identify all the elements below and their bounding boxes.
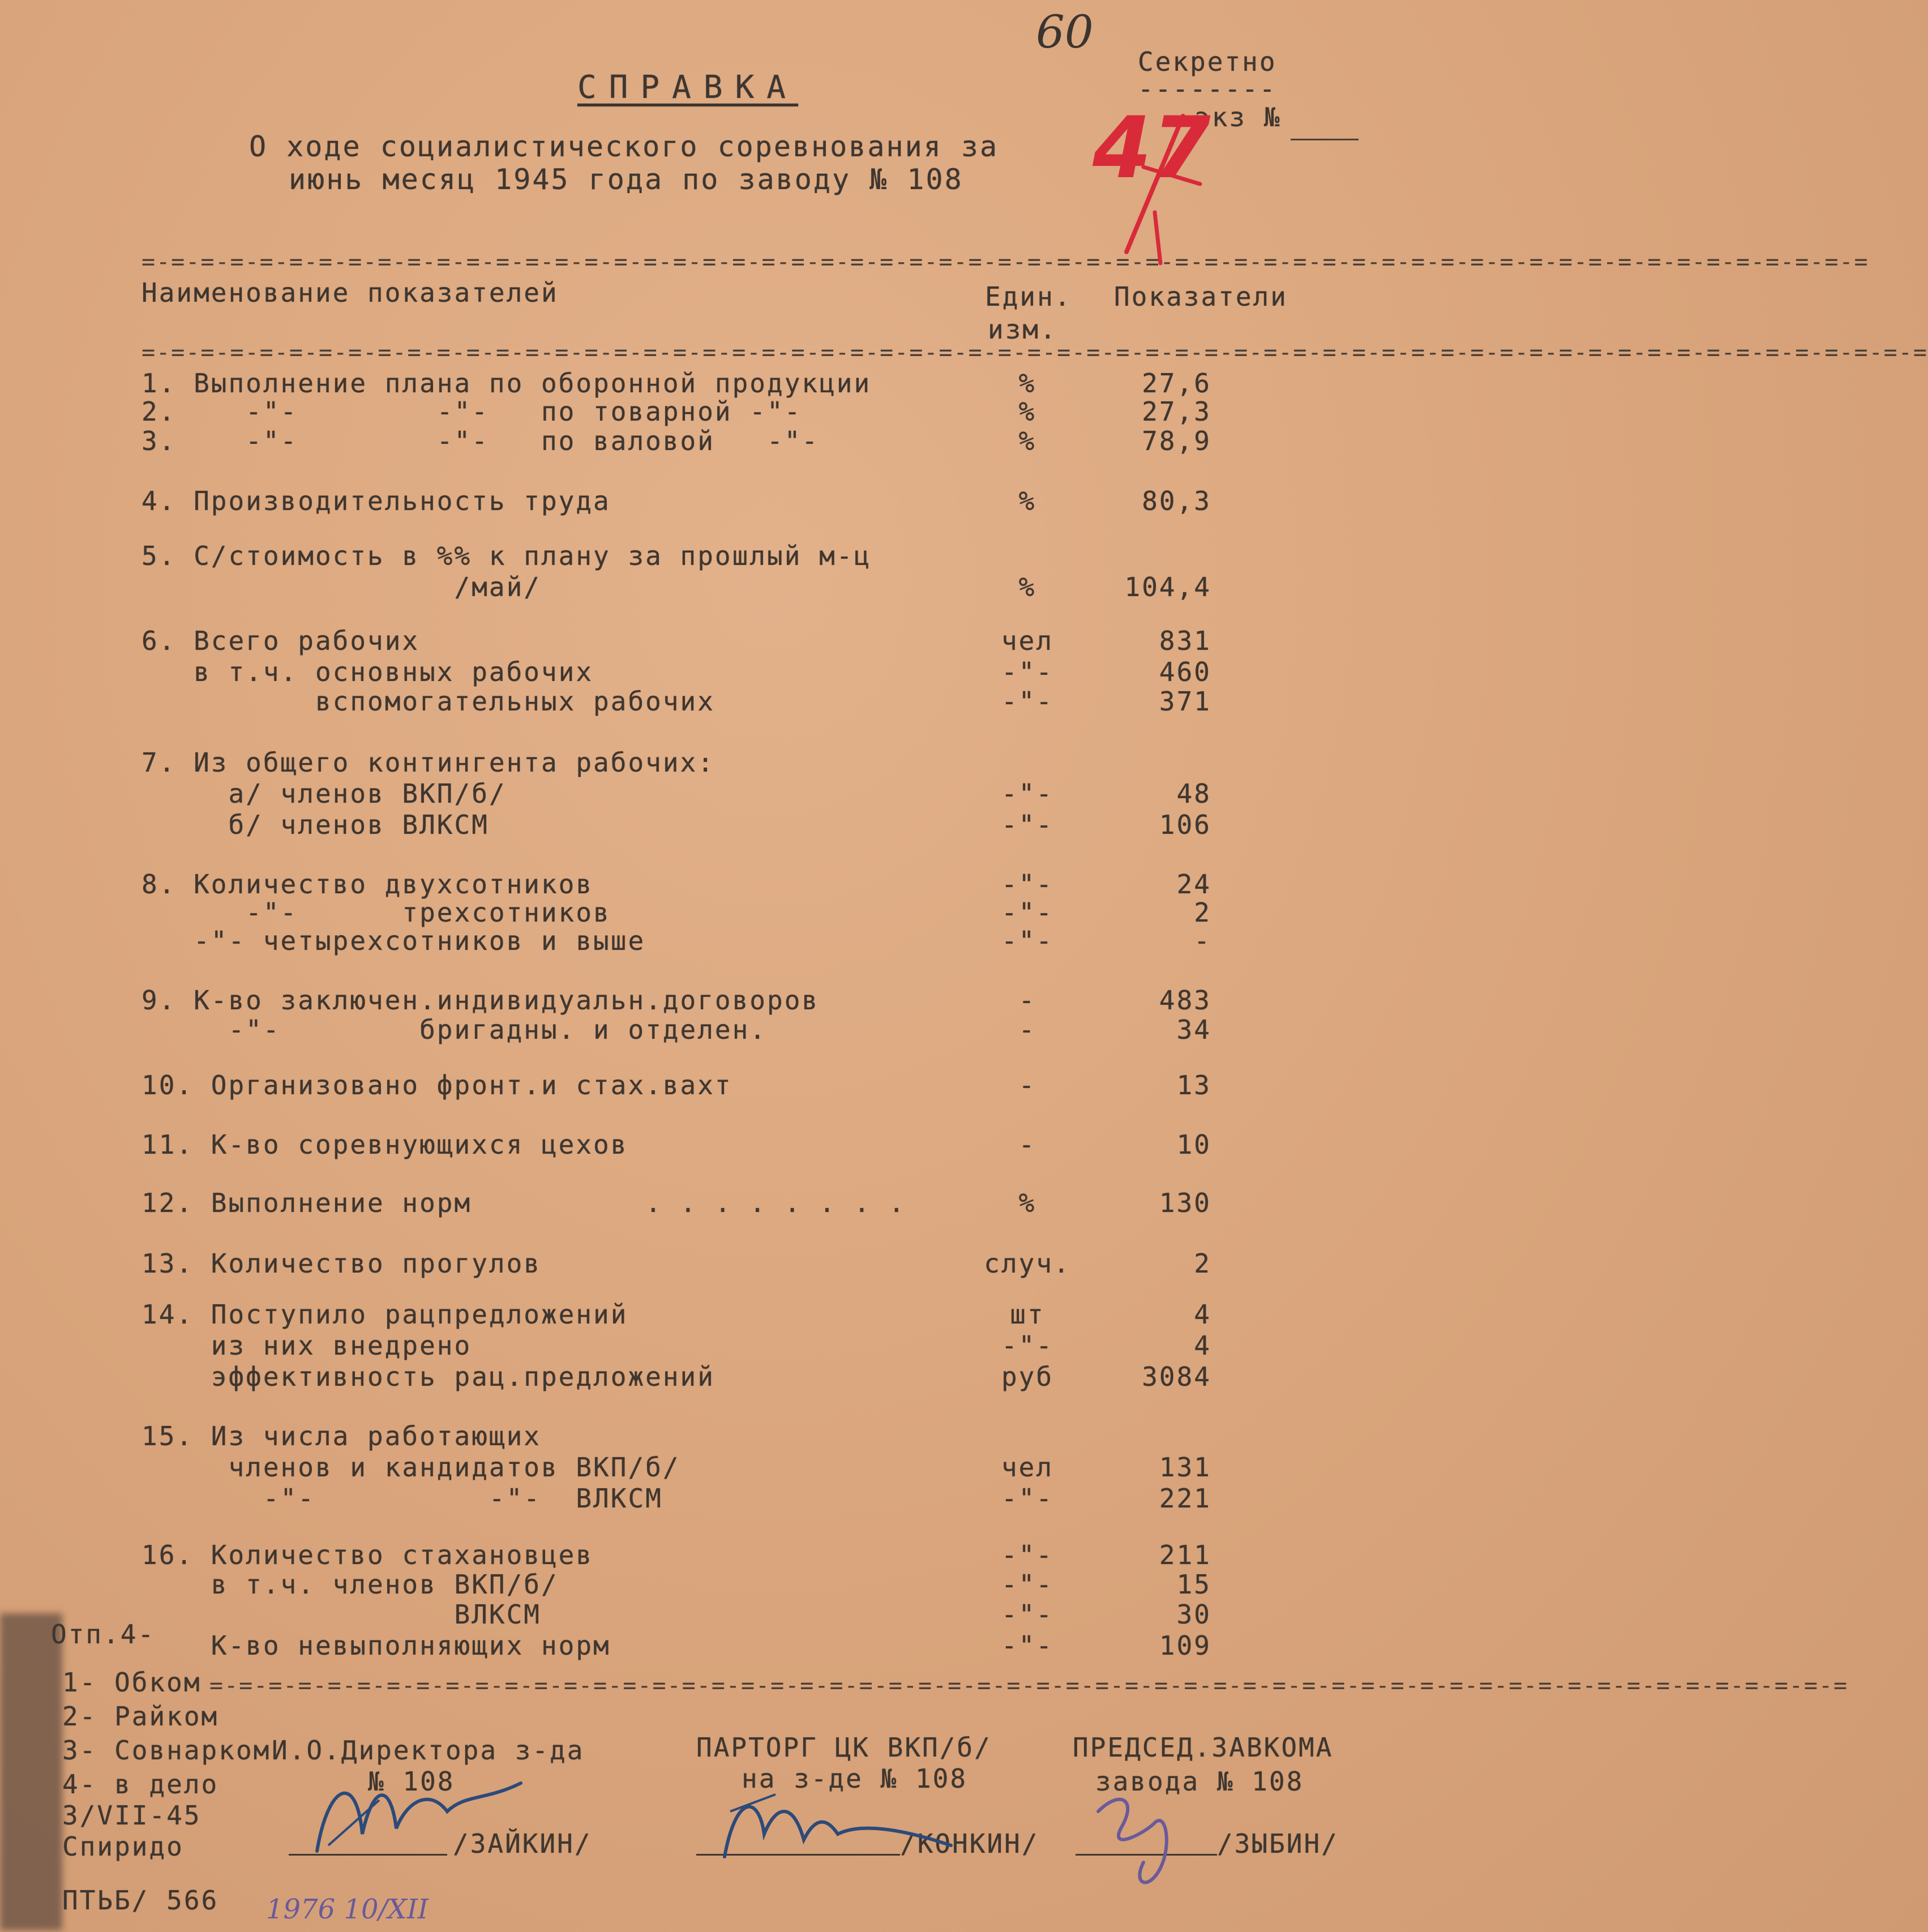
header-unit-line-1: Един. (985, 281, 1072, 312)
director-name: /ЗАЙКИН/ (453, 1828, 592, 1859)
row-label: -"- трехсотников (142, 897, 611, 928)
distribution-item-4: 3/VII-45 (62, 1800, 202, 1831)
red-slash-strokes (1087, 99, 1211, 269)
row-label: 8. Количество двухсотников (142, 869, 594, 899)
row-unit: -"- (1001, 1330, 1054, 1361)
row-label: 4. Производительность труда (142, 486, 611, 516)
row-unit: % (1018, 572, 1036, 602)
row-unit: чел (1001, 626, 1054, 656)
row-unit: -"- (1001, 897, 1054, 928)
row-value: 109 (1159, 1630, 1211, 1661)
row-label: 14. Поступило рацпредложений (142, 1299, 628, 1330)
row-value: 130 (1159, 1188, 1211, 1218)
row-label: 10. Организовано фронт.и стах.вахт (142, 1070, 732, 1100)
row-value: 4 (1194, 1330, 1211, 1361)
row-unit: -"- (1001, 657, 1054, 687)
signature-top-rule: =-=-=-=-=-=-=-=-=-=-=-=-=-=-=-=-=-=-=-=-=-=-=-=-=-=-=-=-=-=-=-=-=-=-=-=-=-=-=-=-=-=-=-=-=-=-=-=-=-=-=-=-=-=-=-= (209, 1673, 1849, 1699)
row-label: в т.ч. членов ВКП/б/ (142, 1569, 559, 1600)
row-label: 7. Из общего контингента рабочих: (142, 747, 715, 778)
row-value: 78,9 (1142, 426, 1211, 456)
row-unit: -"- (1001, 778, 1054, 809)
row-unit: случ. (984, 1248, 1071, 1279)
row-value: 831 (1159, 626, 1211, 656)
row-label: 11. К-во соревнующихся цехов (142, 1129, 628, 1160)
row-unit: - (1018, 985, 1036, 1016)
header-unit-line-2: изм. (988, 314, 1057, 345)
row-unit: % (1018, 1188, 1036, 1218)
distribution-item-3: 4- в дело (62, 1769, 219, 1800)
page-number: 60 (1036, 6, 1094, 58)
row-value: 460 (1159, 657, 1211, 687)
row-label: ВЛКСМ (142, 1599, 541, 1630)
chairman-signature (1076, 1777, 1245, 1902)
row-label: б/ членов ВЛКСМ (142, 809, 489, 840)
row-label: 9. К-во заключен.индивидуальн.договоров (142, 985, 820, 1016)
tape-smudge-left (0, 1613, 62, 1930)
row-unit: - (1018, 1014, 1036, 1045)
row-unit: % (1018, 396, 1036, 427)
row-unit: % (1018, 368, 1036, 399)
row-label: 5. С/стоимость в %% к плану за прошлый м-ц (142, 541, 872, 571)
row-label: 2. -"- -"- по товарной -"- (142, 396, 802, 427)
row-value: 221 (1159, 1483, 1211, 1514)
row-unit: % (1018, 486, 1036, 516)
header-value: Показатели (1114, 281, 1288, 312)
bottom-archive-note: 1976 10/XII (266, 1894, 429, 1925)
row-label: /май/ (142, 572, 541, 602)
row-value: 27,3 (1142, 396, 1211, 427)
distribution-item-5: Спиридо (62, 1831, 184, 1862)
document-title: СПРАВКА (577, 69, 799, 106)
row-unit: -"- (1001, 1569, 1054, 1600)
row-unit: -"- (1001, 926, 1054, 956)
distribution-item-0: 1- Обком (62, 1667, 202, 1698)
red-mark-number: 47 (1092, 99, 1211, 198)
row-value: 2 (1194, 897, 1211, 928)
row-label: 16. Количество стахановцев (142, 1540, 594, 1570)
chairman-title-line-1: ПРЕДСЕД.ЗАВКОМА (1073, 1732, 1334, 1763)
row-unit: -"- (1001, 686, 1054, 717)
row-value: 34 (1176, 1014, 1211, 1045)
row-value: 2 (1194, 1248, 1211, 1279)
partorg-title-line-2: на з-де № 108 (742, 1763, 968, 1794)
row-unit: шт (1010, 1299, 1045, 1330)
row-label: -"- -"- ВЛКСМ (142, 1483, 663, 1514)
row-value: 371 (1159, 686, 1211, 717)
row-value: 106 (1159, 809, 1211, 840)
row-value: 30 (1176, 1599, 1211, 1630)
partorg-name: /КОНКИН/ (900, 1828, 1039, 1859)
subtitle-line-1: О ходе социалистического соревнования за (249, 130, 999, 163)
distribution-item-2: 3- Совнарком (62, 1735, 271, 1766)
distribution-header: Отп.4- (51, 1619, 156, 1650)
row-value: 27,6 (1142, 368, 1211, 399)
classification-underline: -------- (1138, 74, 1277, 104)
row-unit: -"- (1001, 809, 1054, 840)
red-pencil-mark (1087, 99, 1211, 269)
row-value: 15 (1176, 1569, 1211, 1600)
row-label: 6. Всего рабочих (142, 626, 420, 656)
distribution-item-1: 2- Райком (62, 1701, 219, 1732)
row-label: 15. Из числа работающих (142, 1421, 541, 1451)
row-label: вспомогательных рабочих (142, 686, 715, 717)
row-unit: - (1018, 1129, 1036, 1160)
row-value: 131 (1159, 1452, 1211, 1483)
director-title-line-1: И.О.Директора з-да (272, 1735, 585, 1766)
row-label: 1. Выполнение плана по оборонной продукции (142, 368, 872, 399)
row-value: 24 (1176, 869, 1211, 899)
row-label: 12. Выполнение норм . . . . . . . . (142, 1188, 906, 1218)
distribution-item-6: ПТЬБ/ 566 (62, 1885, 219, 1916)
margin-rule (1291, 139, 1359, 140)
table-top-rule: =-=-=-=-=-=-=-=-=-=-=-=-=-=-=-=-=-=-=-=-=-=-=-=-=-=-=-=-=-=-=-=-=-=-=-=-=-=-=-=-=-=-=-=-=-=-=-=-=-=-=-=-=-=-=-=-=-=-= (142, 249, 1869, 275)
classification-label: Секретно (1138, 46, 1277, 77)
row-unit: -"- (1001, 1483, 1054, 1514)
row-label: -"- бригадны. и отделен. (142, 1014, 767, 1045)
row-value: 3084 (1142, 1361, 1211, 1392)
row-value: 13 (1176, 1070, 1211, 1100)
row-label: эффективность рац.предложений (142, 1361, 715, 1392)
chairman-name: /ЗЫБИН/ (1217, 1828, 1339, 1859)
row-label: членов и кандидатов ВКП/б/ (142, 1452, 680, 1483)
copy-number-label: экз № (1194, 102, 1282, 132)
row-label: К-во невыполняющих норм (142, 1630, 611, 1661)
header-name: Наименование показателей (142, 277, 559, 308)
row-label: а/ членов ВКП/б/ (142, 778, 507, 809)
row-unit: -"- (1001, 869, 1054, 899)
row-value: 48 (1176, 778, 1211, 809)
row-value: 211 (1159, 1540, 1211, 1570)
chairman-title-line-2: завода № 108 (1095, 1766, 1304, 1797)
row-label: 13. Количество прогулов (142, 1248, 541, 1279)
partorg-title-line-1: ПАРТОРГ ЦК ВКП/б/ (696, 1732, 992, 1763)
row-value: 483 (1159, 985, 1211, 1016)
row-unit: руб (1001, 1361, 1054, 1392)
row-unit: -"- (1001, 1599, 1054, 1630)
director-signature (294, 1749, 532, 1862)
row-label: в т.ч. основных рабочих (142, 657, 594, 687)
director-title-line-2: № 108 (368, 1766, 455, 1797)
table-header-rule: =-=-=-=-=-=-=-=-=-=-=-=-=-=-=-=-=-=-=-=-=-=-=-=-=-=-=-=-=-=-=-=-=-=-=-=-=-=-=-=-=-=-=-=-=-=-=-=-=-=-=-=-=-=-=-=-=-=-=-=-= (142, 340, 1928, 366)
row-value: 80,3 (1142, 486, 1211, 516)
row-label: -"- четырехсотников и выше (142, 926, 646, 956)
row-label: из них внедрено (142, 1330, 472, 1361)
row-value: - (1194, 926, 1211, 956)
row-unit: чел (1001, 1452, 1054, 1483)
row-value: 10 (1176, 1129, 1211, 1160)
row-unit: -"- (1001, 1540, 1054, 1570)
row-unit: - (1018, 1070, 1036, 1100)
subtitle-line-2: июнь месяц 1945 года по заводу № 108 (289, 163, 963, 196)
row-value: 104,4 (1124, 572, 1211, 602)
row-unit: % (1018, 426, 1036, 456)
row-label: 3. -"- -"- по валовой -"- (142, 426, 820, 456)
row-value: 4 (1194, 1299, 1211, 1330)
row-unit: -"- (1001, 1630, 1054, 1661)
partorg-signature (713, 1760, 985, 1874)
